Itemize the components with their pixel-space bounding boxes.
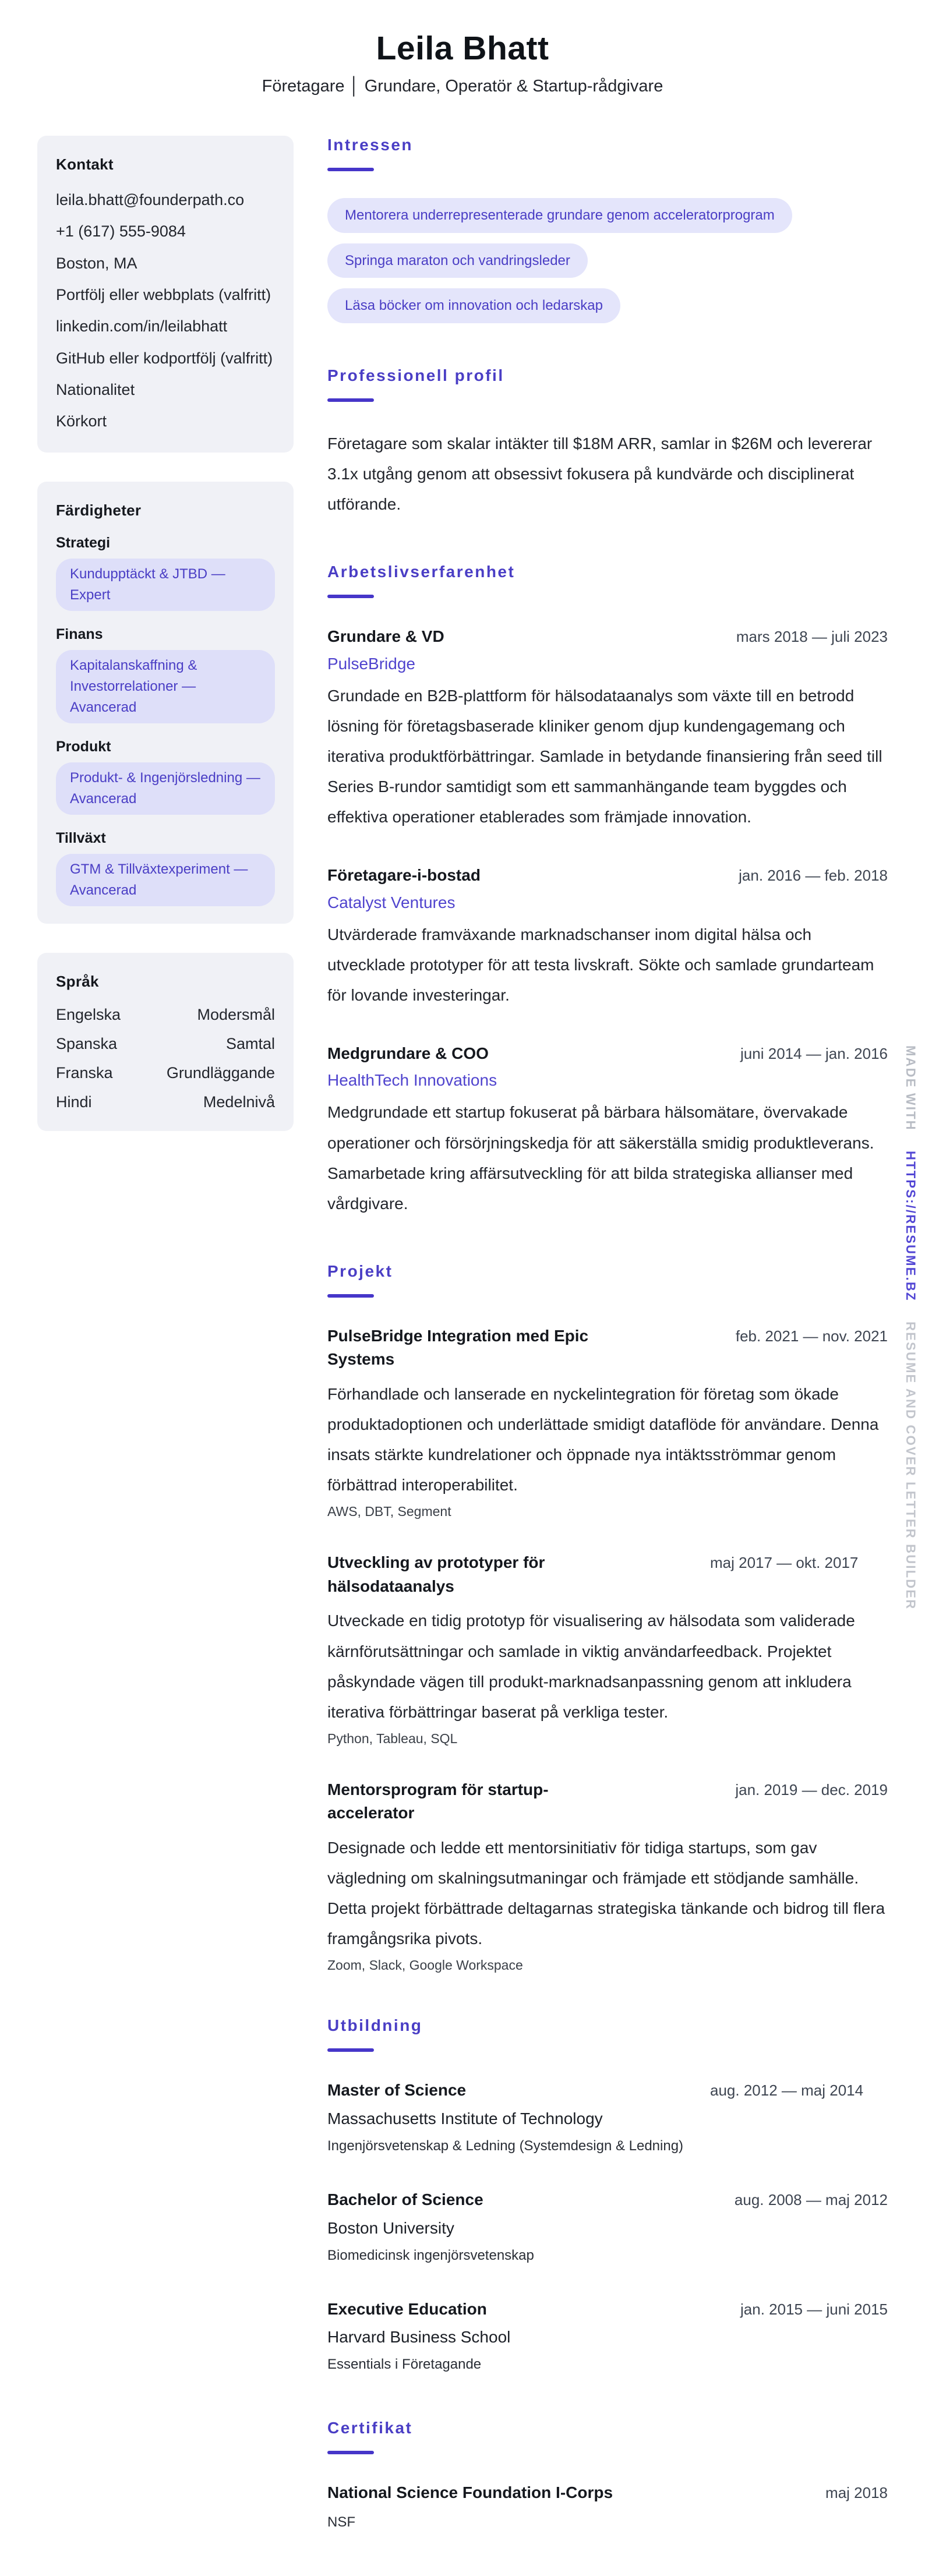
project-tools: AWS, DBT, Segment [327, 1504, 451, 1520]
education-dates: aug. 2008 — maj 2012 [734, 2191, 888, 2209]
job-company-link[interactable]: PulseBridge [327, 654, 415, 673]
job-dates: jan. 2016 — feb. 2018 [739, 867, 888, 884]
education-degree: Executive Education [327, 2299, 487, 2318]
certificate-entry [327, 2481, 888, 2533]
section-underline [327, 595, 374, 598]
project-dates: jan. 2019 — dec. 2019 [735, 1780, 888, 1798]
contact-portfolio: Portfölj eller webbplats (valfritt) [56, 285, 271, 303]
section-interests [327, 136, 888, 323]
language-name: Spanska [56, 1034, 118, 1052]
skill-group [56, 626, 275, 723]
skill-group [56, 535, 275, 611]
section-experience [327, 563, 888, 1219]
certificate-org: NSF [327, 2514, 355, 2531]
project-entry [327, 1324, 888, 1520]
section-title: Arbetslivserfarenhet [327, 563, 516, 581]
language-level: Grundläggande [166, 1063, 275, 1082]
contact-drivers-license: Körkort [56, 412, 107, 430]
language-row [56, 1035, 275, 1053]
education-field: Essentials i Företagande [327, 2356, 482, 2373]
job-dates: juni 2014 — jan. 2016 [740, 1044, 888, 1062]
skills-card [37, 482, 294, 924]
skill-category: Tillväxt [56, 829, 106, 846]
job-description: Utvärderade framväxande marknadschanser inom digital hälsa och utvecklade prototyper för att testa livskraft. Sökte och samlade grundarteam för lovande investeringar. [327, 925, 874, 1004]
section-projects [327, 1262, 888, 1974]
skills-title: Färdigheter [56, 501, 142, 519]
section-underline [327, 2048, 374, 2052]
language-row [56, 1064, 275, 1082]
contact-nationality: Nationalitet [56, 380, 135, 398]
job-role: Företagare-i-bostad [327, 866, 481, 884]
experience-entry [327, 864, 888, 1010]
job-description: Medgrundade ett startup fokuserat på bärbara hälsomätare, övervakade operationer och försörjningskedja för att säkerställa smidig produktleverans. Samarbetade kring affärsutveckling för att bilda strategiska allianser med vårdgivare. [327, 1103, 874, 1213]
project-tools: Python, Tableau, SQL [327, 1730, 458, 1746]
job-role: Grundare & VD [327, 627, 444, 646]
skill-pill: Produkt- & Ingenjörsledning — Avancerad [56, 762, 275, 815]
project-entry [327, 1778, 888, 1974]
interest-pill: Mentorera underrepresenterade grundare genom acceleratorprogram [327, 198, 792, 233]
person-name: Leila Bhatt [376, 30, 549, 67]
project-name: Mentorsprogram för startup-accelerator [327, 1780, 549, 1822]
project-name: Utveckling av prototyper för hälsodataanalys [327, 1553, 545, 1595]
section-title: Utbildning [327, 2016, 423, 2035]
project-description: Förhandlade och lanserade en nyckelintegration för företag som ökade produktadoptionen och underlättade smidigt dataflöde för användare. Denna insats stärkte kundrelationer och öppnade nya intäktsströmmar genom förbättrad interoperabilitet. [327, 1384, 879, 1494]
skill-pill: Kapitalanskaffning & Investorrelationer — Avancerad [56, 650, 275, 723]
section-title: Projekt [327, 1262, 393, 1280]
watermark-url-link[interactable]: HTTPS://RESUME.BZ [903, 1151, 918, 1302]
education-field: Ingenjörsvetenskap & Ledning (Systemdesign & Ledning) [327, 2137, 684, 2154]
interest-pill: Läsa böcker om innovation och ledarskap [327, 288, 620, 323]
skill-pill: Kundupptäckt & JTBD — Expert [56, 559, 275, 611]
person-tagline: Företagare │ Grundare, Operatör & Startup-rådgivare [262, 77, 663, 96]
contact-card [37, 136, 294, 453]
content-columns [0, 136, 925, 2576]
section-education [327, 2016, 888, 2375]
experience-entry [327, 625, 888, 832]
certificate-dates: maj 2018 [825, 2483, 888, 2501]
project-description: Utveckade en tidig prototyp för visualisering av hälsodata som validerade kärnförutsättningar och samlade in viktig användarfeedback. Projektet påskyndade vägen till produkt-marknadsanpassning genom att inkludera iterativa förbättringar baserat på verkliga tester. [327, 1612, 855, 1721]
contact-email: leila.bhatt@founderpath.co [56, 191, 245, 209]
education-degree: Master of Science [327, 2081, 467, 2100]
contact-github: GitHub eller kodportfölj (valfritt) [56, 349, 273, 367]
job-description: Grundade en B2B-plattform för hälsodataanalys som växte till en betrodd lösning för företagsbaserade kliniker genom djup kundengagemang och iterativa produktförbättringar. Samlade in betydande finansiering från seed till Series B-rundor samtidigt som ett sammanhängande team byggdes och effektiva operationer etablerades som främjade innovation. [327, 686, 882, 826]
skill-group [56, 738, 275, 815]
section-title: Certifikat [327, 2418, 413, 2437]
job-role: Medgrundare & COO [327, 1044, 489, 1062]
language-row [56, 1006, 275, 1024]
language-level: Medelnivå [203, 1093, 275, 1111]
section-profile [327, 366, 888, 520]
contact-location: Boston, MA [56, 254, 137, 272]
interest-pill: Springa maraton och vandringsleder [327, 243, 588, 278]
contact-linkedin: linkedin.com/in/leilabhatt [56, 317, 228, 335]
job-company-link[interactable]: HealthTech Innovations [327, 1071, 497, 1090]
education-dates: jan. 2015 — juni 2015 [740, 2300, 888, 2318]
main-column [327, 136, 888, 2576]
certificate-name: National Science Foundation I-Corps [327, 2483, 613, 2501]
experience-entry [327, 1042, 888, 1219]
project-dates: feb. 2021 — nov. 2021 [735, 1327, 888, 1345]
languages-card [37, 953, 294, 1131]
contact-title: Kontakt [56, 156, 114, 173]
skill-category: Produkt [56, 738, 111, 755]
section-underline [327, 1294, 374, 1298]
sidebar [37, 136, 294, 1160]
education-entry [327, 2298, 888, 2376]
project-entry [327, 1551, 888, 1747]
project-description: Designade och ledde ett mentorsinitiativ för tidiga startups, som gav vägledning om skalningsutmaningar och främjade ett stödjande samhälle. Detta projekt förbättrade deltagarnas strategiska tänkande och bidrog till flera framgångsrika pivots. [327, 1838, 885, 1948]
skill-pill: GTM & Tillväxtexperiment — Avancerad [56, 854, 275, 906]
education-entry [327, 2188, 888, 2266]
project-dates: maj 2017 — okt. 2017 [710, 1554, 859, 1572]
skill-category: Finans [56, 626, 103, 642]
job-dates: mars 2018 — juli 2023 [736, 628, 888, 646]
job-company-link[interactable]: Catalyst Ventures [327, 893, 456, 911]
language-name: Franska [56, 1063, 113, 1082]
section-underline [327, 168, 374, 171]
profile-summary: Företagare som skalar intäkter till $18M ARR, samlar in $26M och levererar 3.1x utgång genom att obsessivt fokusera på kundvärde och disciplinerat utförande. [327, 434, 873, 513]
education-school: Boston University [327, 2218, 454, 2237]
watermark-made-with: MADE WITH [903, 1045, 918, 1131]
education-degree: Bachelor of Science [327, 2190, 483, 2209]
section-underline [327, 2451, 374, 2454]
resume-header [0, 0, 925, 96]
education-school: Harvard Business School [327, 2328, 511, 2347]
education-entry [327, 2079, 888, 2157]
section-certificates [327, 2419, 888, 2533]
education-field: Biomedicinsk ingenjörsvetenskap [327, 2247, 534, 2263]
watermark-tagline: RESUME AND COVER LETTER BUILDER [903, 1321, 918, 1610]
languages-title: Språk [56, 972, 99, 990]
section-title: Professionell profil [327, 366, 504, 384]
project-name: PulseBridge Integration med Epic Systems [327, 1326, 589, 1369]
language-level: Modersmål [197, 1005, 275, 1023]
skill-category: Strategi [56, 534, 111, 551]
language-row [56, 1093, 275, 1111]
section-underline [327, 398, 374, 402]
education-school: Massachusetts Institute of Technology [327, 2109, 603, 2128]
contact-phone: +1 (617) 555-9084 [56, 222, 186, 241]
education-dates: aug. 2012 — maj 2014 [710, 2082, 864, 2100]
project-tools: Zoom, Slack, Google Workspace [327, 1957, 523, 1973]
language-name: Hindi [56, 1093, 92, 1111]
language-name: Engelska [56, 1005, 121, 1023]
language-level: Samtal [225, 1034, 275, 1052]
section-title: Intressen [327, 136, 413, 154]
watermark [903, 1045, 918, 1610]
skill-group [56, 830, 275, 906]
